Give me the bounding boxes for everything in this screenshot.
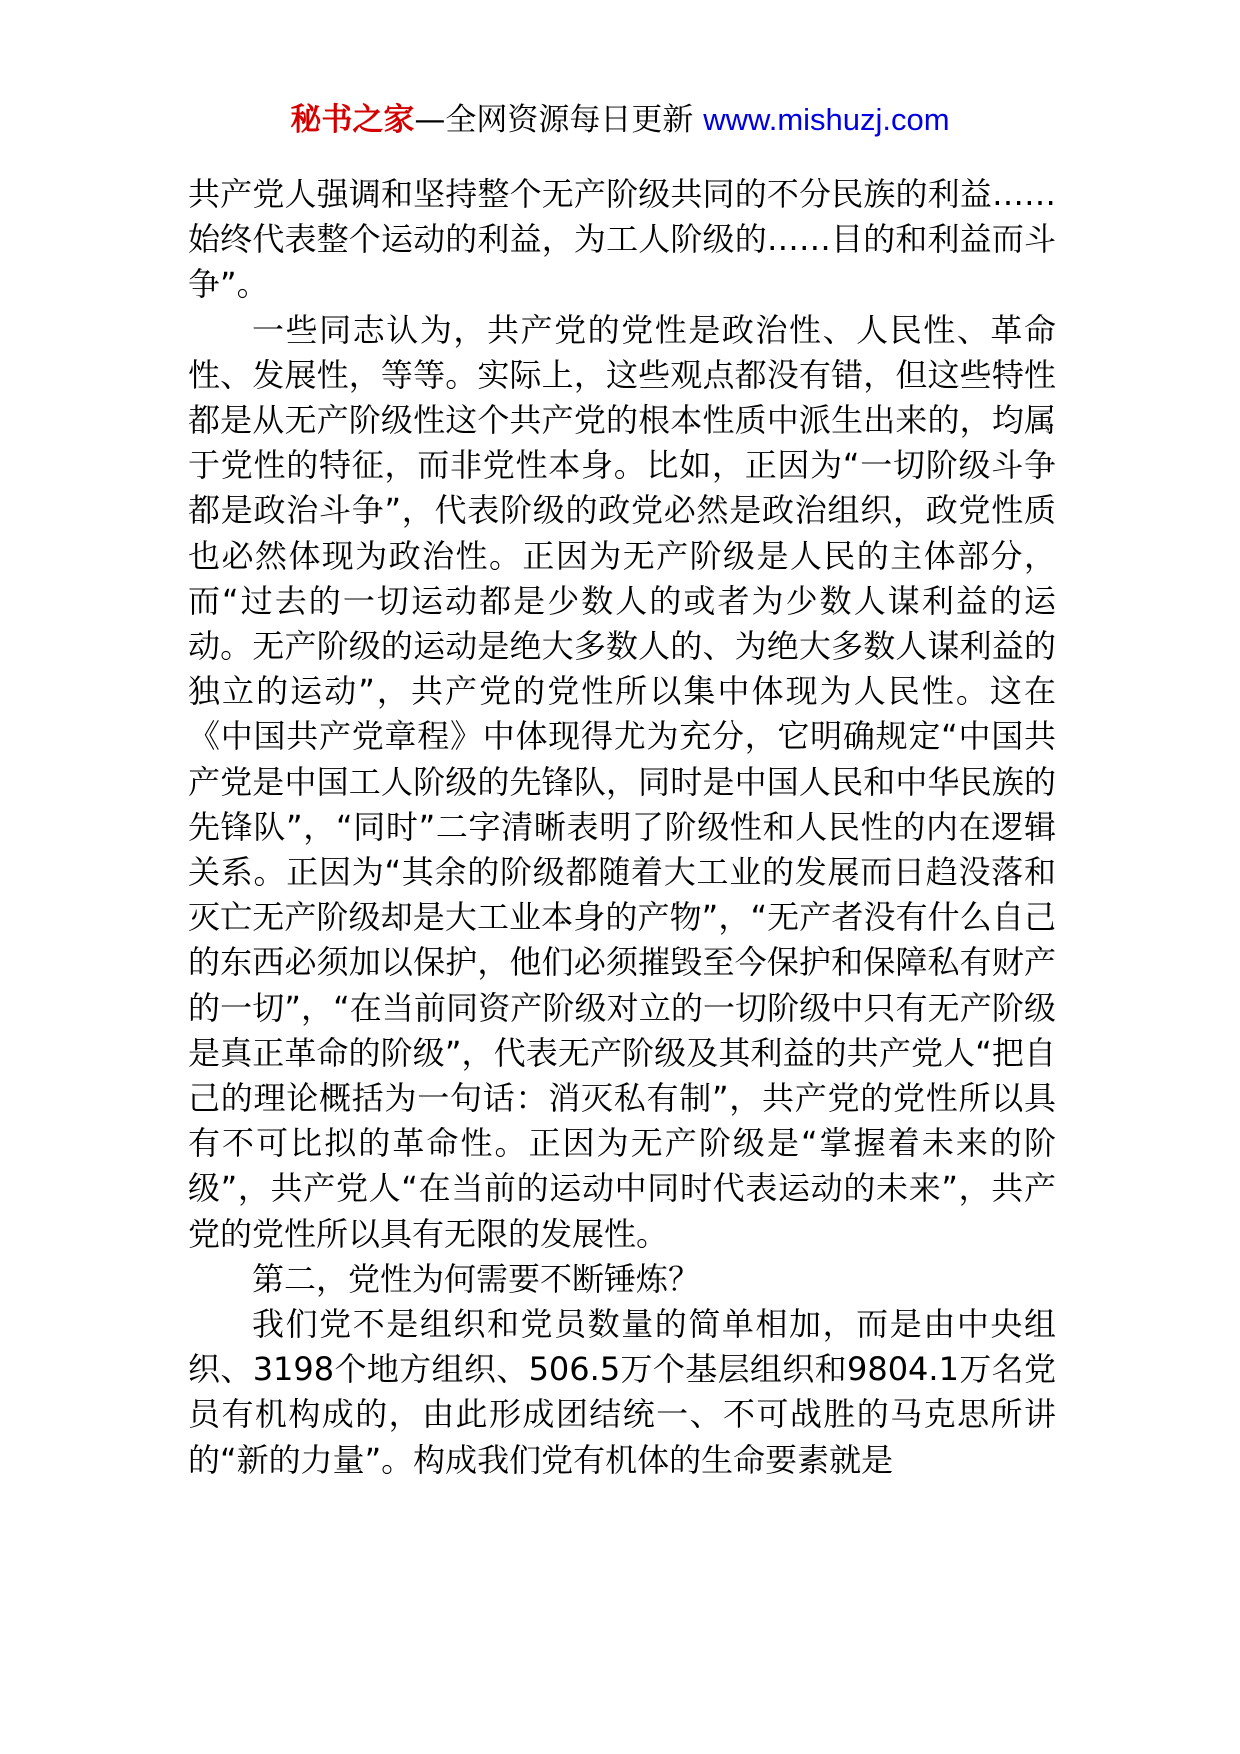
document-body (188, 172, 1056, 1483)
site-url-link[interactable]: www.mishuzj.com (703, 102, 950, 137)
paragraph-continuation: 共产党人强调和坚持整个无产阶级共同的不分民族的利益……始终代表整个运动的利益，为工人阶级的……目的和利益而斗争”。 (188, 175, 1056, 304)
page-header (0, 100, 1240, 140)
paragraph-party-nature: 一些同志认为，共产党的党性是政治性、人民性、革命性、发展性，等等。实际上，这些观点都没有错，但这些特性都是从无产阶级性这个共产党的根本性质中派生出来的，均属于党性的特征，而非党性本身。比如，正因为“一切阶级斗争都是政治斗争”，代表阶级的政党必然是政治组织，政党性质也必然体现为政治性。正因为无产阶级是人民的主体部分，而“过去的一切运动都是少数人的或者为少数人谋利益的运动。无产阶级的运动是绝大多数人的、为绝大多数人谋利益的独立的运动”，共产党的党性所以集中体现为人民性。这在《中国共产党章程》中体现得尤为充分，它明确规定“中国共产党是中国工人阶级的先锋队，同时是中国人民和中华民族的先锋队”，“同时”二字清晰表明了阶级性和人民性的内在逻辑关系。正因为“其余的阶级都随着大工业的发展而日趋没落和灭亡无产阶级却是大工业本身的产物”，“无产者没有什么自己的东西必须加以保护，他们必须摧毁至今保护和保障私有财产的一切”，“在当前同资产阶级对立的一切阶级中只有无产阶级是真正革命的阶级”，代表无产阶级及其利益的共产党人“把自己的理论概括为一句话：消灭私有制”，共产党的党性所以具有不可比拟的革命性。正因为无产阶级是“掌握着未来的阶级”，共产党人“在当前的运动中同时代表运动的未来”，共产党的党性所以具有无限的发展性。 (188, 310, 1056, 1253)
brand-title: 秘书之家 (290, 102, 415, 138)
section-heading-second: 第二，党性为何需要不断锤炼？ (252, 1259, 701, 1298)
header-slogan: —全网资源每日更新 (414, 102, 694, 138)
paragraph-organization: 我们党不是组织和党员数量的简单相加，而是由中央组织、3198个地方组织、506.5万个基层组织和9804.1万名党员有机构成的，由此形成团结统一、不可战胜的马克思所讲的“新的力量”。构成我们党有机体的生命要素就是 (188, 1305, 1056, 1479)
